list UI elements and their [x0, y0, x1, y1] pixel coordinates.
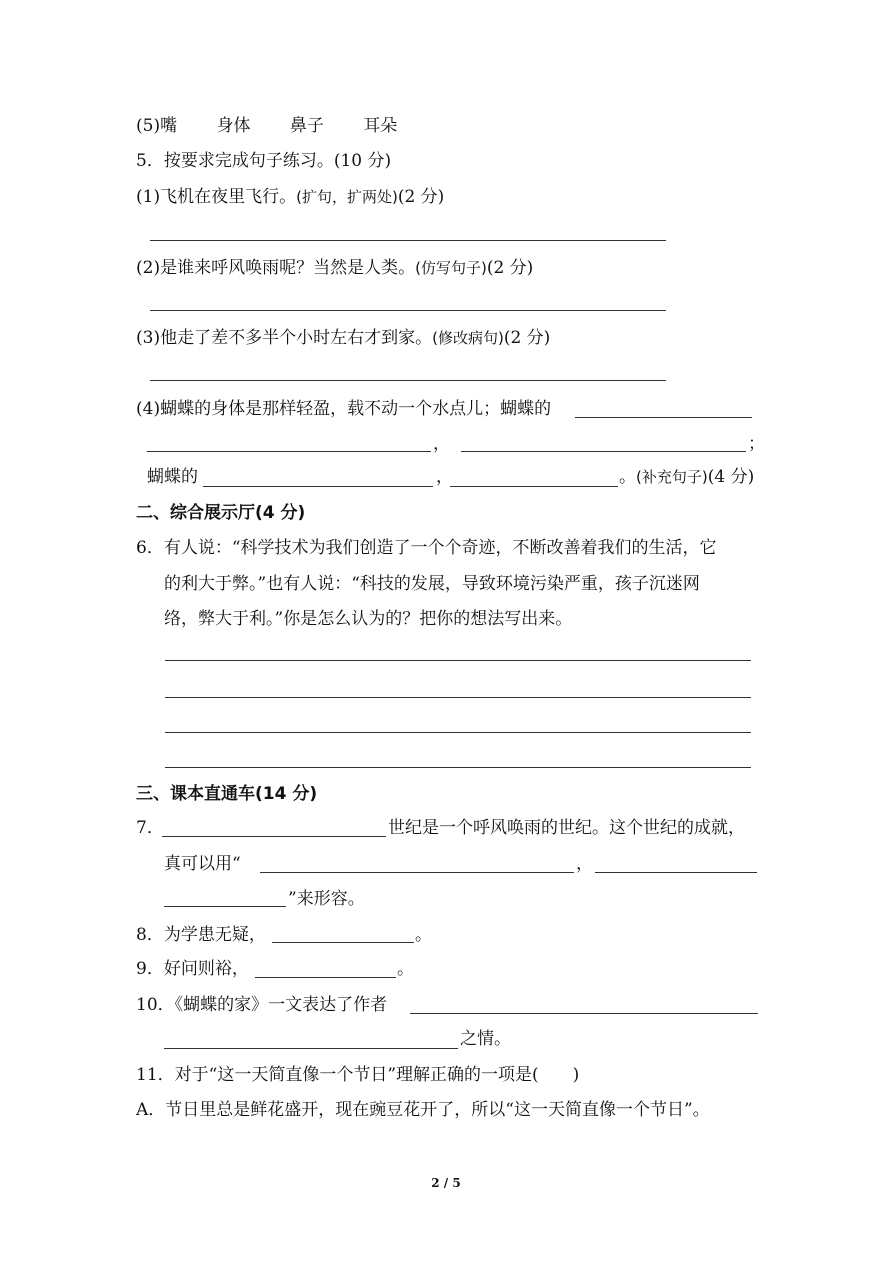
- q7-blank-4[interactable]: [164, 906, 286, 907]
- q5-s1-score: (2 分): [397, 187, 445, 207]
- q7-text-a: 世纪是一个呼风唤雨的世纪。这个世纪的成就，: [388, 818, 745, 838]
- q5-s3-score: (2 分): [503, 328, 551, 348]
- q7-comma: ，: [576, 854, 593, 874]
- q5-s4-blank-3[interactable]: [461, 451, 746, 452]
- q9-blank[interactable]: [255, 977, 396, 978]
- q9-text: 9．好问则裕，: [136, 959, 249, 979]
- q5-s4-blank-5[interactable]: [450, 486, 618, 487]
- q5-s4-blank-4[interactable]: [203, 486, 433, 487]
- q4-item5: (5)嘴 身体 鼻子 耳朵: [136, 116, 398, 136]
- q5-s4-blank-2[interactable]: [147, 451, 431, 452]
- q5-s3-text: (3)他走了差不多半个小时左右才到家。: [136, 328, 433, 348]
- q11-text: 11．对于“这一天简直像一个节日”理解正确的一项是( ): [136, 1065, 580, 1085]
- q5-s2-text: (2)是谁来呼风唤雨呢？当然是人类。: [136, 258, 416, 278]
- q5-s2-hint: (仿写句子): [415, 259, 487, 277]
- q10-text: 10．《蝴蝶的家》一文表达了作者: [136, 995, 388, 1015]
- q5-s3: [136, 327, 550, 349]
- q5-s4-end: 。: [619, 467, 636, 487]
- q8-end: 。: [415, 925, 432, 945]
- q5-s2-answer-line[interactable]: [150, 310, 666, 311]
- q6-answer-line-3[interactable]: [165, 732, 751, 733]
- q5-s4-line3: 蝴蝶的: [147, 467, 198, 487]
- q5-s4-comma: ，: [433, 434, 450, 454]
- section3-title: 三、课本直通车(14 分): [136, 784, 318, 804]
- q5-s3-answer-line[interactable]: [150, 380, 666, 381]
- q5-title: 5．按要求完成句子练习。(10 分): [136, 151, 392, 171]
- q5-s4-score: (4 分): [707, 467, 755, 487]
- q8-blank[interactable]: [272, 942, 414, 943]
- q7-blank-3[interactable]: [595, 872, 757, 873]
- q6-line1: 6．有人说：“科学技术为我们创造了一个个奇迹，不断改善着我们的生活，它: [136, 538, 717, 558]
- q6-line3: 络，弊大于利。”你是怎么认为的？把你的想法写出来。: [164, 609, 573, 629]
- q5-s2: [136, 257, 533, 279]
- q6-answer-line-2[interactable]: [165, 697, 751, 698]
- q5-s4-text: (4)蝴蝶的身体是那样轻盈，载不动一个水点儿；蝴蝶的: [136, 399, 552, 419]
- q11-option-a[interactable]: A．节日里总是鲜花盛开，现在豌豆花开了，所以“这一天简直像一个节日”。: [136, 1100, 710, 1120]
- q5-s1-answer-line[interactable]: [150, 240, 666, 241]
- q5-s4-tail: [619, 466, 754, 488]
- q7-text-b: 真可以用“: [164, 854, 241, 874]
- q6-answer-line-1[interactable]: [165, 660, 751, 661]
- q9-end: 。: [397, 959, 414, 979]
- q6-line2: 的利大于弊。”也有人说：“科技的发展，导致环境污染严重，孩子沉迷网: [164, 574, 700, 594]
- q7-num: 7．: [136, 818, 164, 838]
- q5-s4-semicolon: ；: [748, 434, 765, 454]
- q5-s3-hint: (修改病句): [432, 329, 504, 347]
- page-number: 2 / 5: [431, 1176, 461, 1190]
- q5-s1: [136, 186, 444, 208]
- q8-text: 8．为学患无疑，: [136, 925, 266, 945]
- q7-blank-2[interactable]: [260, 872, 574, 873]
- q7-text-c: ”来形容。: [288, 889, 365, 909]
- q5-s1-text: (1)飞机在夜里飞行。: [136, 187, 297, 207]
- section2-title: 二、综合展示厅(4 分): [136, 503, 306, 523]
- q10-blank-2[interactable]: [164, 1048, 458, 1049]
- q5-s4-hint: (补充句子): [636, 468, 708, 486]
- q7-blank-1[interactable]: [162, 836, 386, 837]
- q5-s2-score: (2 分): [486, 258, 534, 278]
- q5-s4-blank-1[interactable]: [575, 417, 752, 418]
- q5-s4-comma2: ，: [436, 467, 453, 487]
- q5-s1-hint: (扩句，扩两处): [296, 188, 398, 206]
- q6-answer-line-4[interactable]: [165, 767, 751, 768]
- q10-end: 之情。: [460, 1029, 511, 1049]
- q10-blank-1[interactable]: [410, 1013, 758, 1014]
